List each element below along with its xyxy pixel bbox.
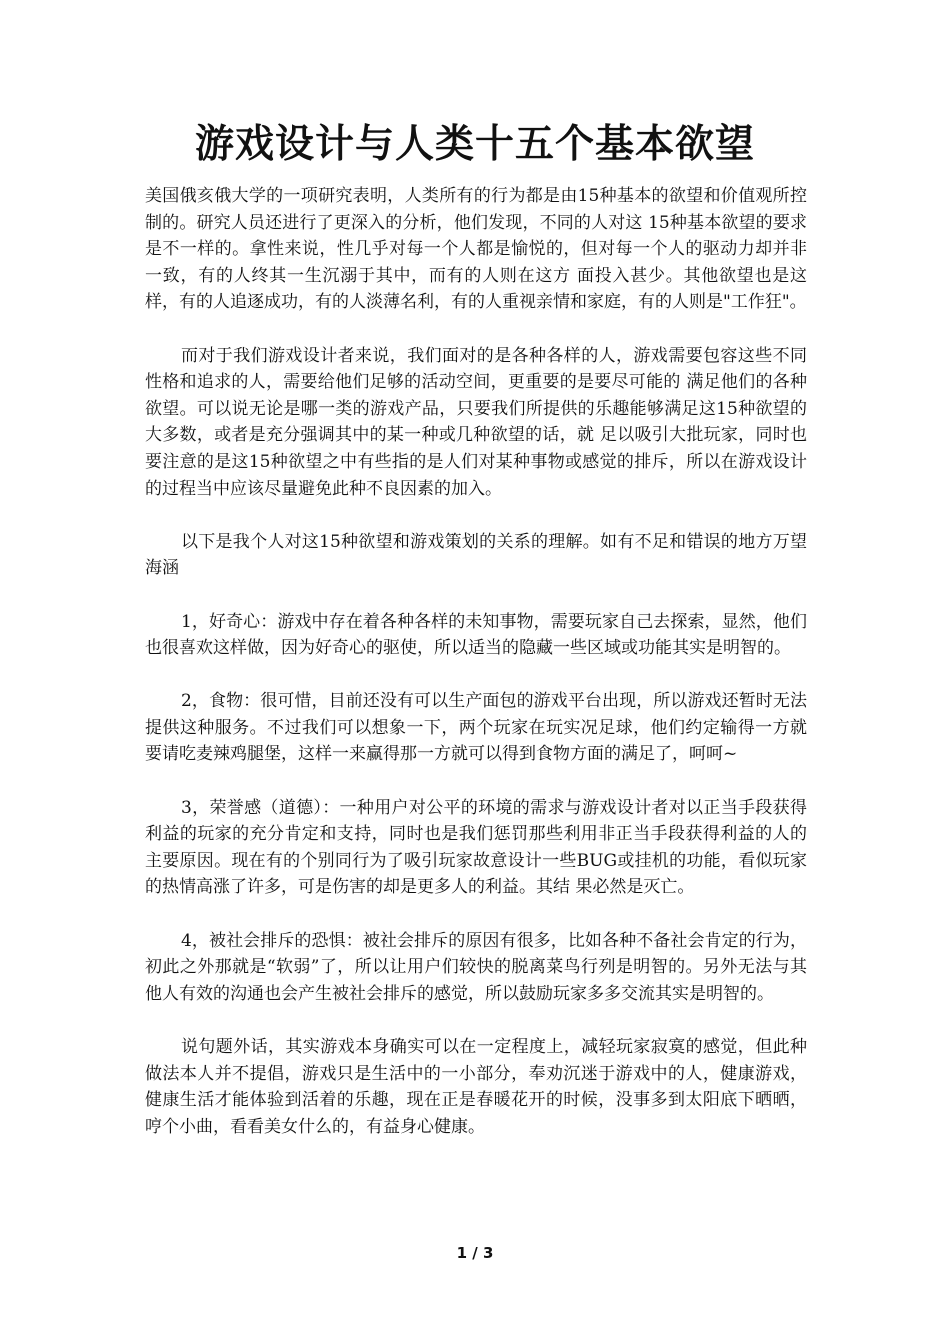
paragraph-aside: 说句题外话，其实游戏本身确实可以在一定程度上，减轻玩家寂寞的感觉，但此种做法本人并不提倡，游戏只是生活中的一小部分，奉劝沉迷于游戏中的人，健康游戏，健康生活才能体验到活着的乐趣，现在正是春暖花开的时候，没事多到太阳底下晒晒，哼个小曲，看看美女什么的，有益身心健康。	[145, 1037, 807, 1137]
paragraph-intro: 美国俄亥俄大学的一项研究表明，人类所有的行为都是由15种基本的欲望和价值观所控制的。研究人员还进行了更深入的分析，他们发现，不同的人对这 15种基本欲望的要求是不一样的。拿性来说，性几乎对每一个人都是愉悦的，但对每一个人的驱动力却并非一致，有的人终其一生沉溺于其中，而有的人则在这方 面投入甚少。其他欲望也是这样，有的人追逐成功，有的人淡薄名利，有的人重视亲情和家庭，有的人则是"工作狂"。	[145, 186, 807, 313]
paragraph-designers: 而对于我们游戏设计者来说，我们面对的是各种各样的人，游戏需要包容这些不同性格和追求的人，需要给他们足够的活动空间，更重要的是要尽可能的 满足他们的各种欲望。可以说无论是哪一类的游戏产品，只要我们所提供的乐趣能够满足这15种欲望的大多数，或者是充分强调其中的某一种或几种欲望的话，就 足以吸引大批玩家，同时也要注意的是这15种欲望之中有些指的是人们对某种事物或感觉的排斥，所以在游戏设计的过程当中应该尽量避免此种不良因素的加入。	[145, 345, 807, 499]
paragraph-social-rejection: 4，被社会排斥的恐惧：被社会排斥的原因有很多，比如各种不备社会肯定的行为，初此之外那就是“软弱”了，所以让用户们较快的脱离菜鸟行列是明智的。另外无法与其他人有效的沟通也会产生被社会排斥的感觉，所以鼓励玩家多多交流其实是明智的。	[145, 930, 807, 1004]
page-number: 1 / 3	[456, 1244, 494, 1262]
document-title: 游戏设计与人类十五个基本欲望	[194, 121, 755, 167]
paragraph-understanding: 以下是我个人对这15种欲望和游戏策划的关系的理解。如有不足和错误的地方万望海涵	[145, 531, 807, 579]
paragraph-curiosity: 1，好奇心：游戏中存在着各种各样的未知事物，需要玩家自己去探索，显然，他们也很喜欢这样做，因为好奇心的驱使，所以适当的隐藏一些区域或功能其实是明智的。	[145, 611, 807, 659]
paragraph-food: 2，食物：很可惜，目前还没有可以生产面包的游戏平台出现，所以游戏还暂时无法提供这种服务。不过我们可以想象一下，两个玩家在玩实况足球，他们约定输得一方就要请吃麦辣鸡腿堡，这样一来赢得那一方就可以得到食物方面的满足了，呵呵~	[145, 691, 807, 765]
paragraph-honor: 3，荣誉感（道德）：一种用户对公平的环境的需求与游戏设计者对以正当手段获得利益的玩家的充分肯定和支持，同时也是我们惩罚那些利用非正当手段获得利益的人的主要原因。现在有的个别同行为了吸引玩家故意设计一些BUG或挂机的功能，看似玩家的热情高涨了许多，可是伤害的却是更多人的利益。其结 果必然是灭亡。	[145, 797, 807, 898]
document-body	[145, 183, 807, 1167]
